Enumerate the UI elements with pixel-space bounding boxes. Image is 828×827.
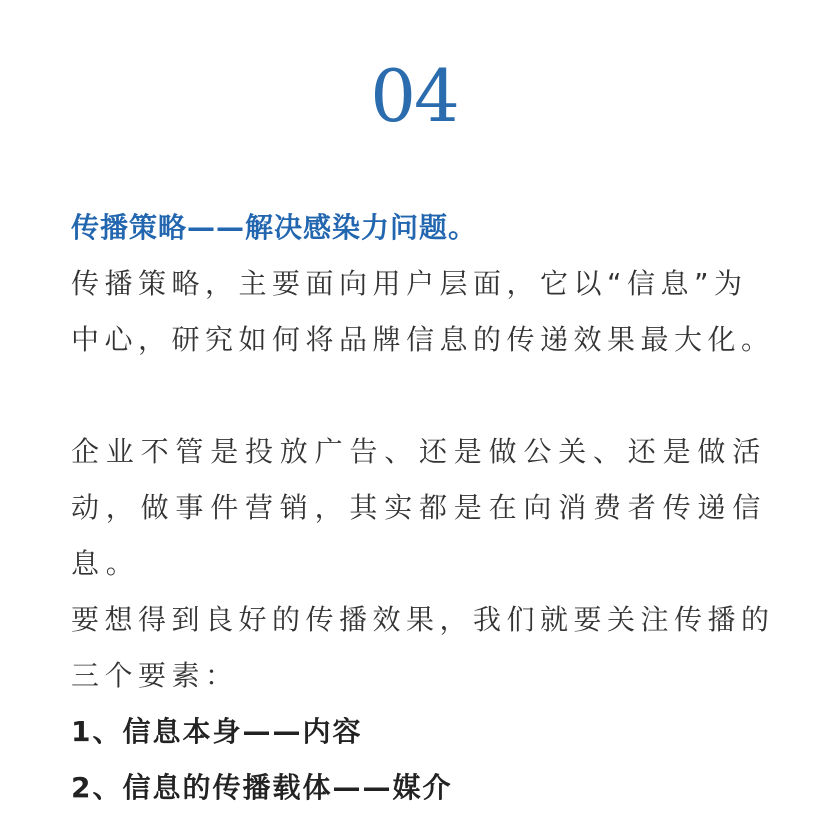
list-item-1: 1、信息本身——内容 (71, 715, 363, 748)
paragraph-spacer (71, 368, 761, 424)
paragraph-2-line-2: 动，做事件营销，其实都是在向消费者传递信 (71, 491, 768, 524)
section-heading: 传播策略——解决感染力问题。 (71, 211, 478, 244)
paragraph-2-line-3: 息。 (71, 547, 141, 580)
paragraph-1-line-2: 中心，研究如何将品牌信息的传递效果最大化。 (71, 323, 775, 356)
paragraph-1-line-1: 传播策略，主要面向用户层面，它以“信息”为 (71, 267, 748, 300)
article-body (71, 200, 775, 816)
paragraph-2-line-1: 企业不管是投放广告、还是做公关、还是做活 (71, 435, 768, 468)
paragraph-3-line-1: 要想得到良好的传播效果，我们就要关注传播的 (71, 603, 775, 636)
paragraph-3-line-2: 三个要素： (71, 659, 239, 692)
section-number: 04 (370, 54, 458, 138)
list-item-2: 2、信息的传播载体——媒介 (71, 771, 453, 804)
